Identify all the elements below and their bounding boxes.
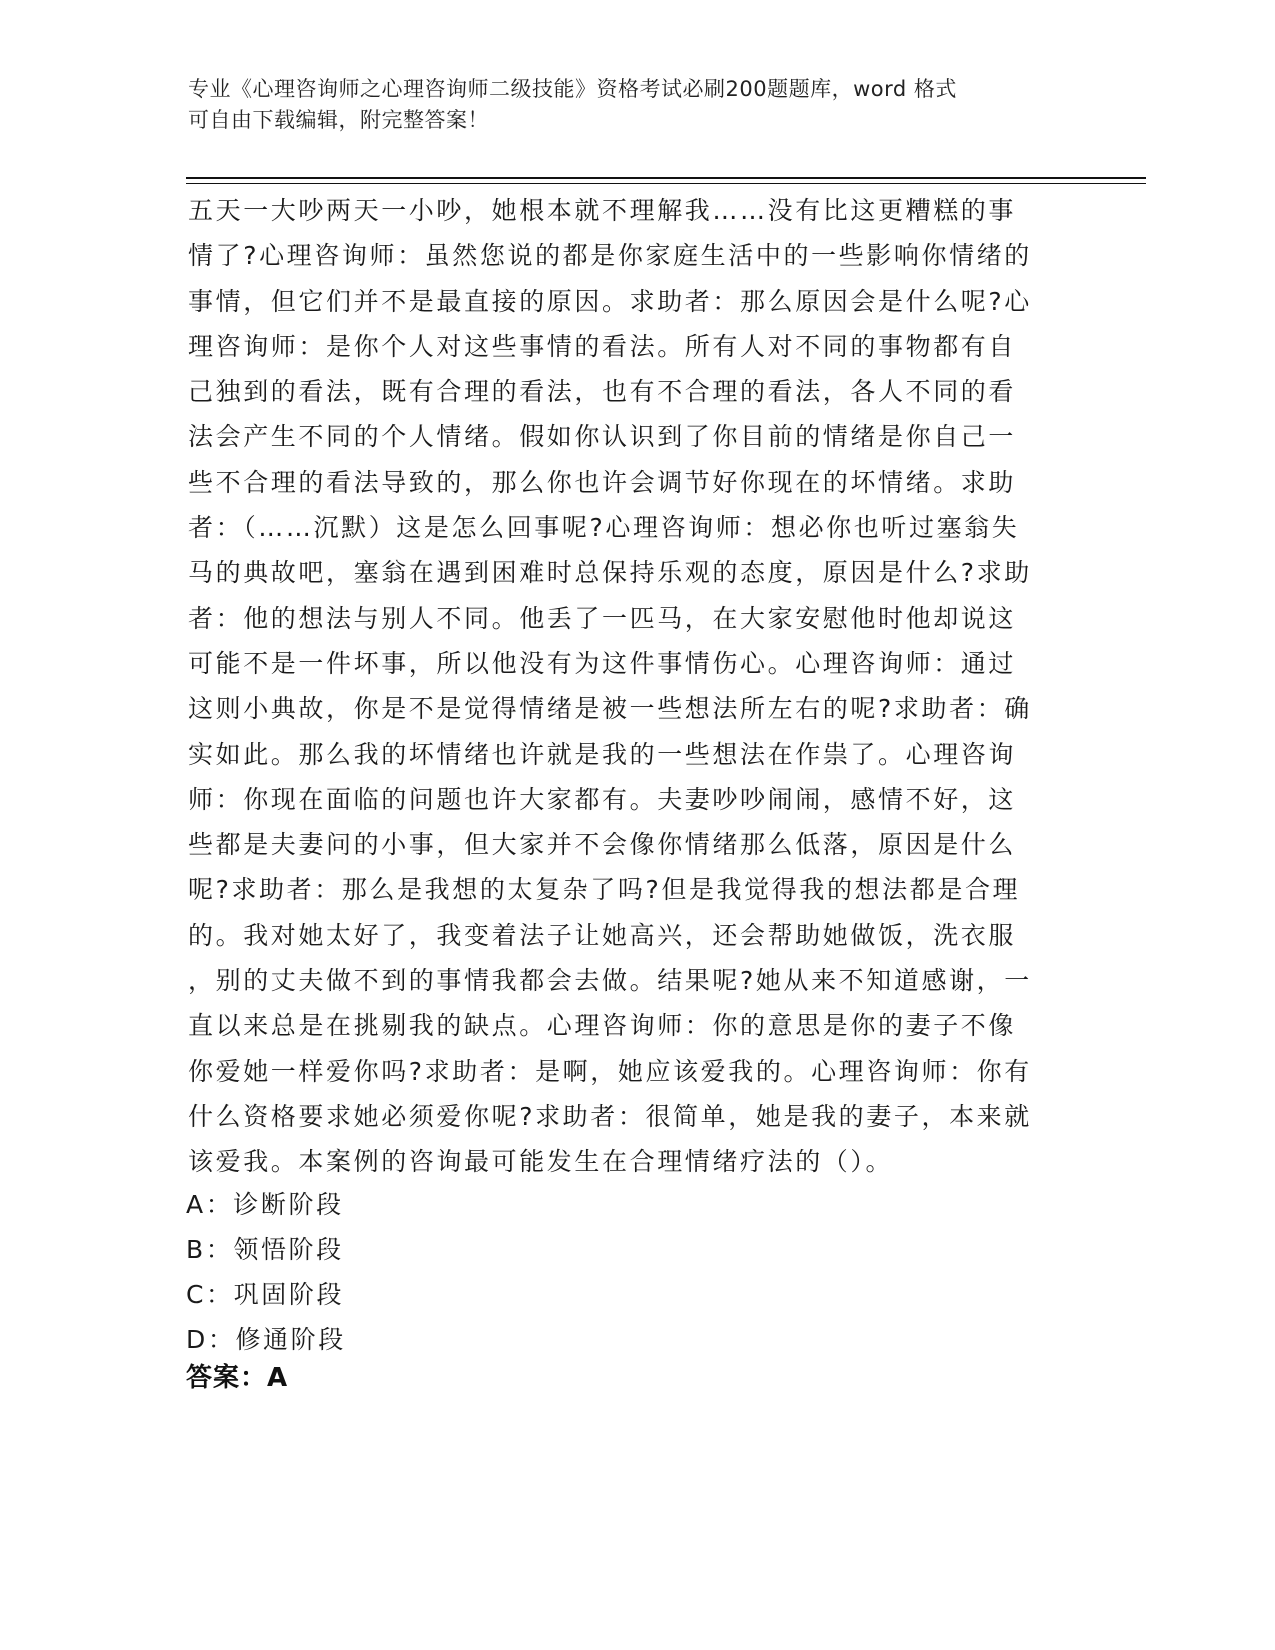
question-line: 五天一大吵两天一小吵，她根本就不理解我……没有比这更糟糕的事 [188, 196, 1017, 225]
question-line: 该爱我。本案例的咨询最可能发生在合理情绪疗法的（）。 [188, 1147, 894, 1177]
answer-options [186, 1182, 346, 1362]
header-divider-thin [186, 183, 1146, 184]
question-line: 些不合理的看法导致的，那么你也许会调节好你现在的坏情绪。求助 [188, 467, 1017, 497]
question-text [188, 188, 1068, 1185]
option-a: A：诊断阶段 [186, 1190, 344, 1219]
question-line: 法会产生不同的个人情绪。假如你认识到了你目前的情绪是你自己一 [188, 422, 1017, 452]
header-line: 可自由下载编辑，附完整答案！ [188, 108, 489, 132]
answer-key: 答案：A [186, 1363, 289, 1393]
header-line: 专业《心理咨询师之心理咨询师二级技能》资格考试必刷200题题库，word 格式 [188, 77, 957, 101]
question-line: 直以来总是在挑剔我的缺点。心理咨询师：你的意思是你的妻子不像 [188, 1011, 1017, 1041]
question-line: 的。我对她太好了，我变着法子让她高兴，还会帮助她做饭，洗衣服 [188, 920, 1017, 950]
option-b: B：领悟阶段 [186, 1235, 344, 1264]
question-line: 这则小典故，你是不是觉得情绪是被一些想法所左右的呢?求助者：确 [188, 694, 1032, 724]
question-line: 可能不是一件坏事，所以他没有为这件事情伤心。心理咨询师：通过 [188, 648, 1017, 678]
document-header [188, 74, 1048, 136]
option-c: C：巩固阶段 [186, 1280, 345, 1309]
question-line: 理咨询师：是你个人对这些事情的看法。所有人对不同的事物都有自 [188, 331, 1017, 361]
question-line: 马的典故吧，塞翁在遇到困难时总保持乐观的态度，原因是什么?求助 [188, 558, 1032, 588]
question-line: 情了?心理咨询师：虽然您说的都是你家庭生活中的一些影响你情绪的 [188, 241, 1032, 271]
option-d: D：修通阶段 [186, 1325, 346, 1354]
question-line: 些都是夫妻问的小事，但大家并不会像你情绪那么低落，原因是什么 [188, 830, 1017, 860]
question-line: ，别的丈夫做不到的事情我都会去做。结果呢?她从来不知道感谢，一 [188, 966, 1032, 996]
question-line: 师：你现在面临的问题也许大家都有。夫妻吵吵闹闹，感情不好，这 [188, 784, 1017, 814]
question-line: 实如此。那么我的坏情绪也许就是我的一些想法在作祟了。心理咨询 [188, 739, 1017, 769]
question-line: 事情，但它们并不是最直接的原因。求助者：那么原因会是什么呢?心 [188, 286, 1032, 316]
header-divider-thick [186, 177, 1146, 179]
question-line: 你爱她一样爱你吗?求助者：是啊，她应该爱我的。心理咨询师：你有 [188, 1056, 1032, 1086]
question-line: 者：（……沉默）这是怎么回事呢?心理咨询师：想必你也听过塞翁失 [188, 513, 1020, 543]
question-line: 己独到的看法，既有合理的看法，也有不合理的看法，各人不同的看 [188, 377, 1017, 407]
question-line: 者：他的想法与别人不同。他丢了一匹马，在大家安慰他时他却说这 [188, 603, 1017, 633]
question-line: 什么资格要求她必须爱你呢?求助者：很简单，她是我的妻子，本来就 [188, 1101, 1032, 1131]
question-line: 呢?求助者：那么是我想的太复杂了吗?但是我觉得我的想法都是合理 [188, 875, 1021, 905]
